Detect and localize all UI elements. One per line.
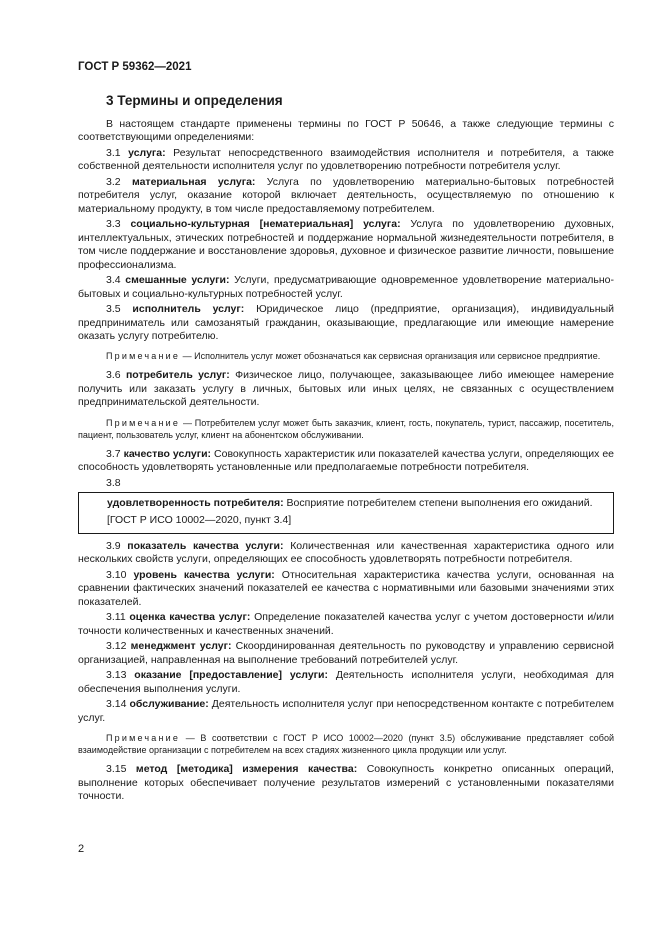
term-entry <box>78 640 614 667</box>
term-number: 3.15 <box>106 763 127 776</box>
term-name: менеджмент услуг: <box>130 640 232 653</box>
term-definition: Юридическое лицо (предприятие, организация), индивидуальный предприниматель или самозанятый гражданин, оказывающие, предлагающие или имеющие намерение оказать услугу потребителю. <box>78 303 614 343</box>
term-name: обслуживание: <box>129 698 209 711</box>
note-text: — Потребителем услуг может быть заказчик, клиент, гость, покупатель, турист, пассажир, посетитель, пациент, пользователь услуг, клиент на абонентском обслуживании. <box>78 417 614 440</box>
term-entry <box>78 147 614 174</box>
document-body <box>78 118 614 806</box>
term-name: материальная услуга: <box>131 176 256 188</box>
term-name: оценка качества услуг: <box>129 611 251 624</box>
term-number: 3.4 <box>106 274 121 287</box>
term-definition: Деятельность исполнителя услуг при непосредственном контакте с потребителем услуг. <box>78 698 615 724</box>
term-entry <box>78 763 614 803</box>
term-name: качество услуги: <box>123 447 212 460</box>
term-number: 3.9 <box>106 540 121 553</box>
term-entry <box>78 569 614 609</box>
note-3 <box>78 732 614 756</box>
term-entry <box>78 303 614 343</box>
note-label: Примечание <box>106 351 181 362</box>
term-number: 3.12 <box>106 640 127 653</box>
term-definition: Совокупность характеристик или показателей качества услуги, определяющих ее способность удовлетворять установленные или предполагаемые потребности потребителя. <box>78 447 615 474</box>
term-name: метод [методика] измерения качества: <box>135 763 358 776</box>
term-entry <box>78 176 614 216</box>
term-entry <box>78 611 614 638</box>
note-1 <box>78 350 614 362</box>
term-definition: Услуга по удовлетворению духовных, интеллектуальных, этических потребностей и поддержание нормальной жизнедеятельности потребителя, в том числе поддержание и восстановление здоровья, духовное и физическое развитие личности, повышение профессионализма. <box>78 218 615 271</box>
term-number: 3.11 <box>106 611 126 624</box>
term-name: оказание [предоставление] услуги: <box>134 669 328 682</box>
term-number-38: 3.8 <box>106 476 121 489</box>
section-title: 3 Термины и определения <box>106 93 283 108</box>
term-entry <box>78 540 614 567</box>
term-definition: Совокупность конкретно описанных операций, выполнение которых обеспечивает получение результатов измерений с установленными показателями точности. <box>78 763 614 803</box>
term-number: 3.10 <box>106 569 127 582</box>
term-name: смешанные услуги: <box>125 274 230 287</box>
term-name: показатель качества услуги: <box>127 540 284 553</box>
term-definition: Деятельность исполнителя услуги, необходимая для обеспечения выполнения услуги. <box>78 669 614 695</box>
term-number: 3.3 <box>106 218 121 231</box>
page-number: 2 <box>78 843 85 855</box>
term-entry <box>78 369 614 409</box>
term-definition: Восприятие потребителем степени выполнения его ожиданий. <box>286 497 593 510</box>
term-name: удовлетворенность потребителя: <box>107 497 284 510</box>
term-entry <box>78 218 614 272</box>
term-name: социально-культурная [нематериальная] услуга: <box>130 218 401 231</box>
term-definition: Услуга по удовлетворению материально-бытовых потребностей потребителя услуг, оказание которой включает деятельность, осуществляемую по отношению к материальному продукту, в том числе предоставляемому потребителем. <box>78 176 614 215</box>
term-name: услуга: <box>128 147 166 159</box>
term-number: 3.5 <box>106 303 121 316</box>
term-definition: Относительная характеристика качества услуги, основанная на сравнении фактических значений показателей ее качества с нормативными или базовыми значениями этих показателей. <box>78 569 615 608</box>
note-text: — Исполнитель услуг может обозначаться как сервисная организация или сервисное предприятие. <box>182 351 601 362</box>
note-2 <box>78 417 614 441</box>
term-entry <box>78 698 614 725</box>
note-label: Примечание <box>106 417 181 428</box>
term-number: 3.7 <box>106 447 121 460</box>
term-entry <box>78 448 614 475</box>
intro-paragraph: В настоящем стандарте применены термины по ГОСТ Р 50646, а также следующие термины с соответствующими определениями: <box>78 118 614 144</box>
term-number: 3.2 <box>106 176 121 188</box>
term-definition: Скоординированная деятельность по руководству и управлению сервисной организацией, направленная на выполнение требований потребителей услуг. <box>78 640 614 666</box>
term-number: 3.6 <box>106 369 121 382</box>
term-number: 3.13 <box>106 669 127 682</box>
term-source: [ГОСТ Р ИСО 10002—2020, пункт 3.4] <box>107 513 292 526</box>
term-entry <box>87 497 605 510</box>
term-number: 3.1 <box>106 147 121 159</box>
term-definition: Количественная или качественная характеристика одного или нескольких свойств услуги, определяющих ее способность удовлетворять потребности потребителя. <box>78 540 614 566</box>
note-label: Примечание <box>106 733 181 744</box>
term-name: исполнитель услуг: <box>132 303 245 316</box>
term-name: уровень качества услуги: <box>133 569 275 582</box>
quoted-term-box <box>78 492 614 534</box>
term-definition: Результат непосредственного взаимодействия исполнителя и потребителя, а также собственной деятельности исполнителя услуг по удовлетворению потребности потребителя услуг. <box>78 147 614 173</box>
term-name: потребитель услуг: <box>125 369 230 382</box>
note-text: — В соответствии с ГОСТ Р ИСО 10002—2020 (пункт 3.5) обслуживание представляет собой взаимодействие организации с потребителем на всех стадиях жизненного цикла продукции или услуг. <box>78 733 614 756</box>
term-definition: Физическое лицо, получающее, заказывающее либо имеющее намерение получить или заказать услугу в личных, бытовых или иных целях, не связанных с осуществлением предпринимательской деятельности. <box>78 369 614 409</box>
term-number: 3.14 <box>106 698 127 711</box>
term-entry <box>78 274 614 301</box>
document-header: ГОСТ Р 59362—2021 <box>78 61 192 73</box>
term-entry <box>78 669 614 696</box>
term-definition: Определение показателей качества услуг с учетом достоверности и/или точности количественных и качественных значений. <box>78 611 614 637</box>
term-definition: Услуги, предусматривающие одновременное удовлетворение материально-бытовых и социально-культурных потребностей услуг. <box>78 274 615 300</box>
